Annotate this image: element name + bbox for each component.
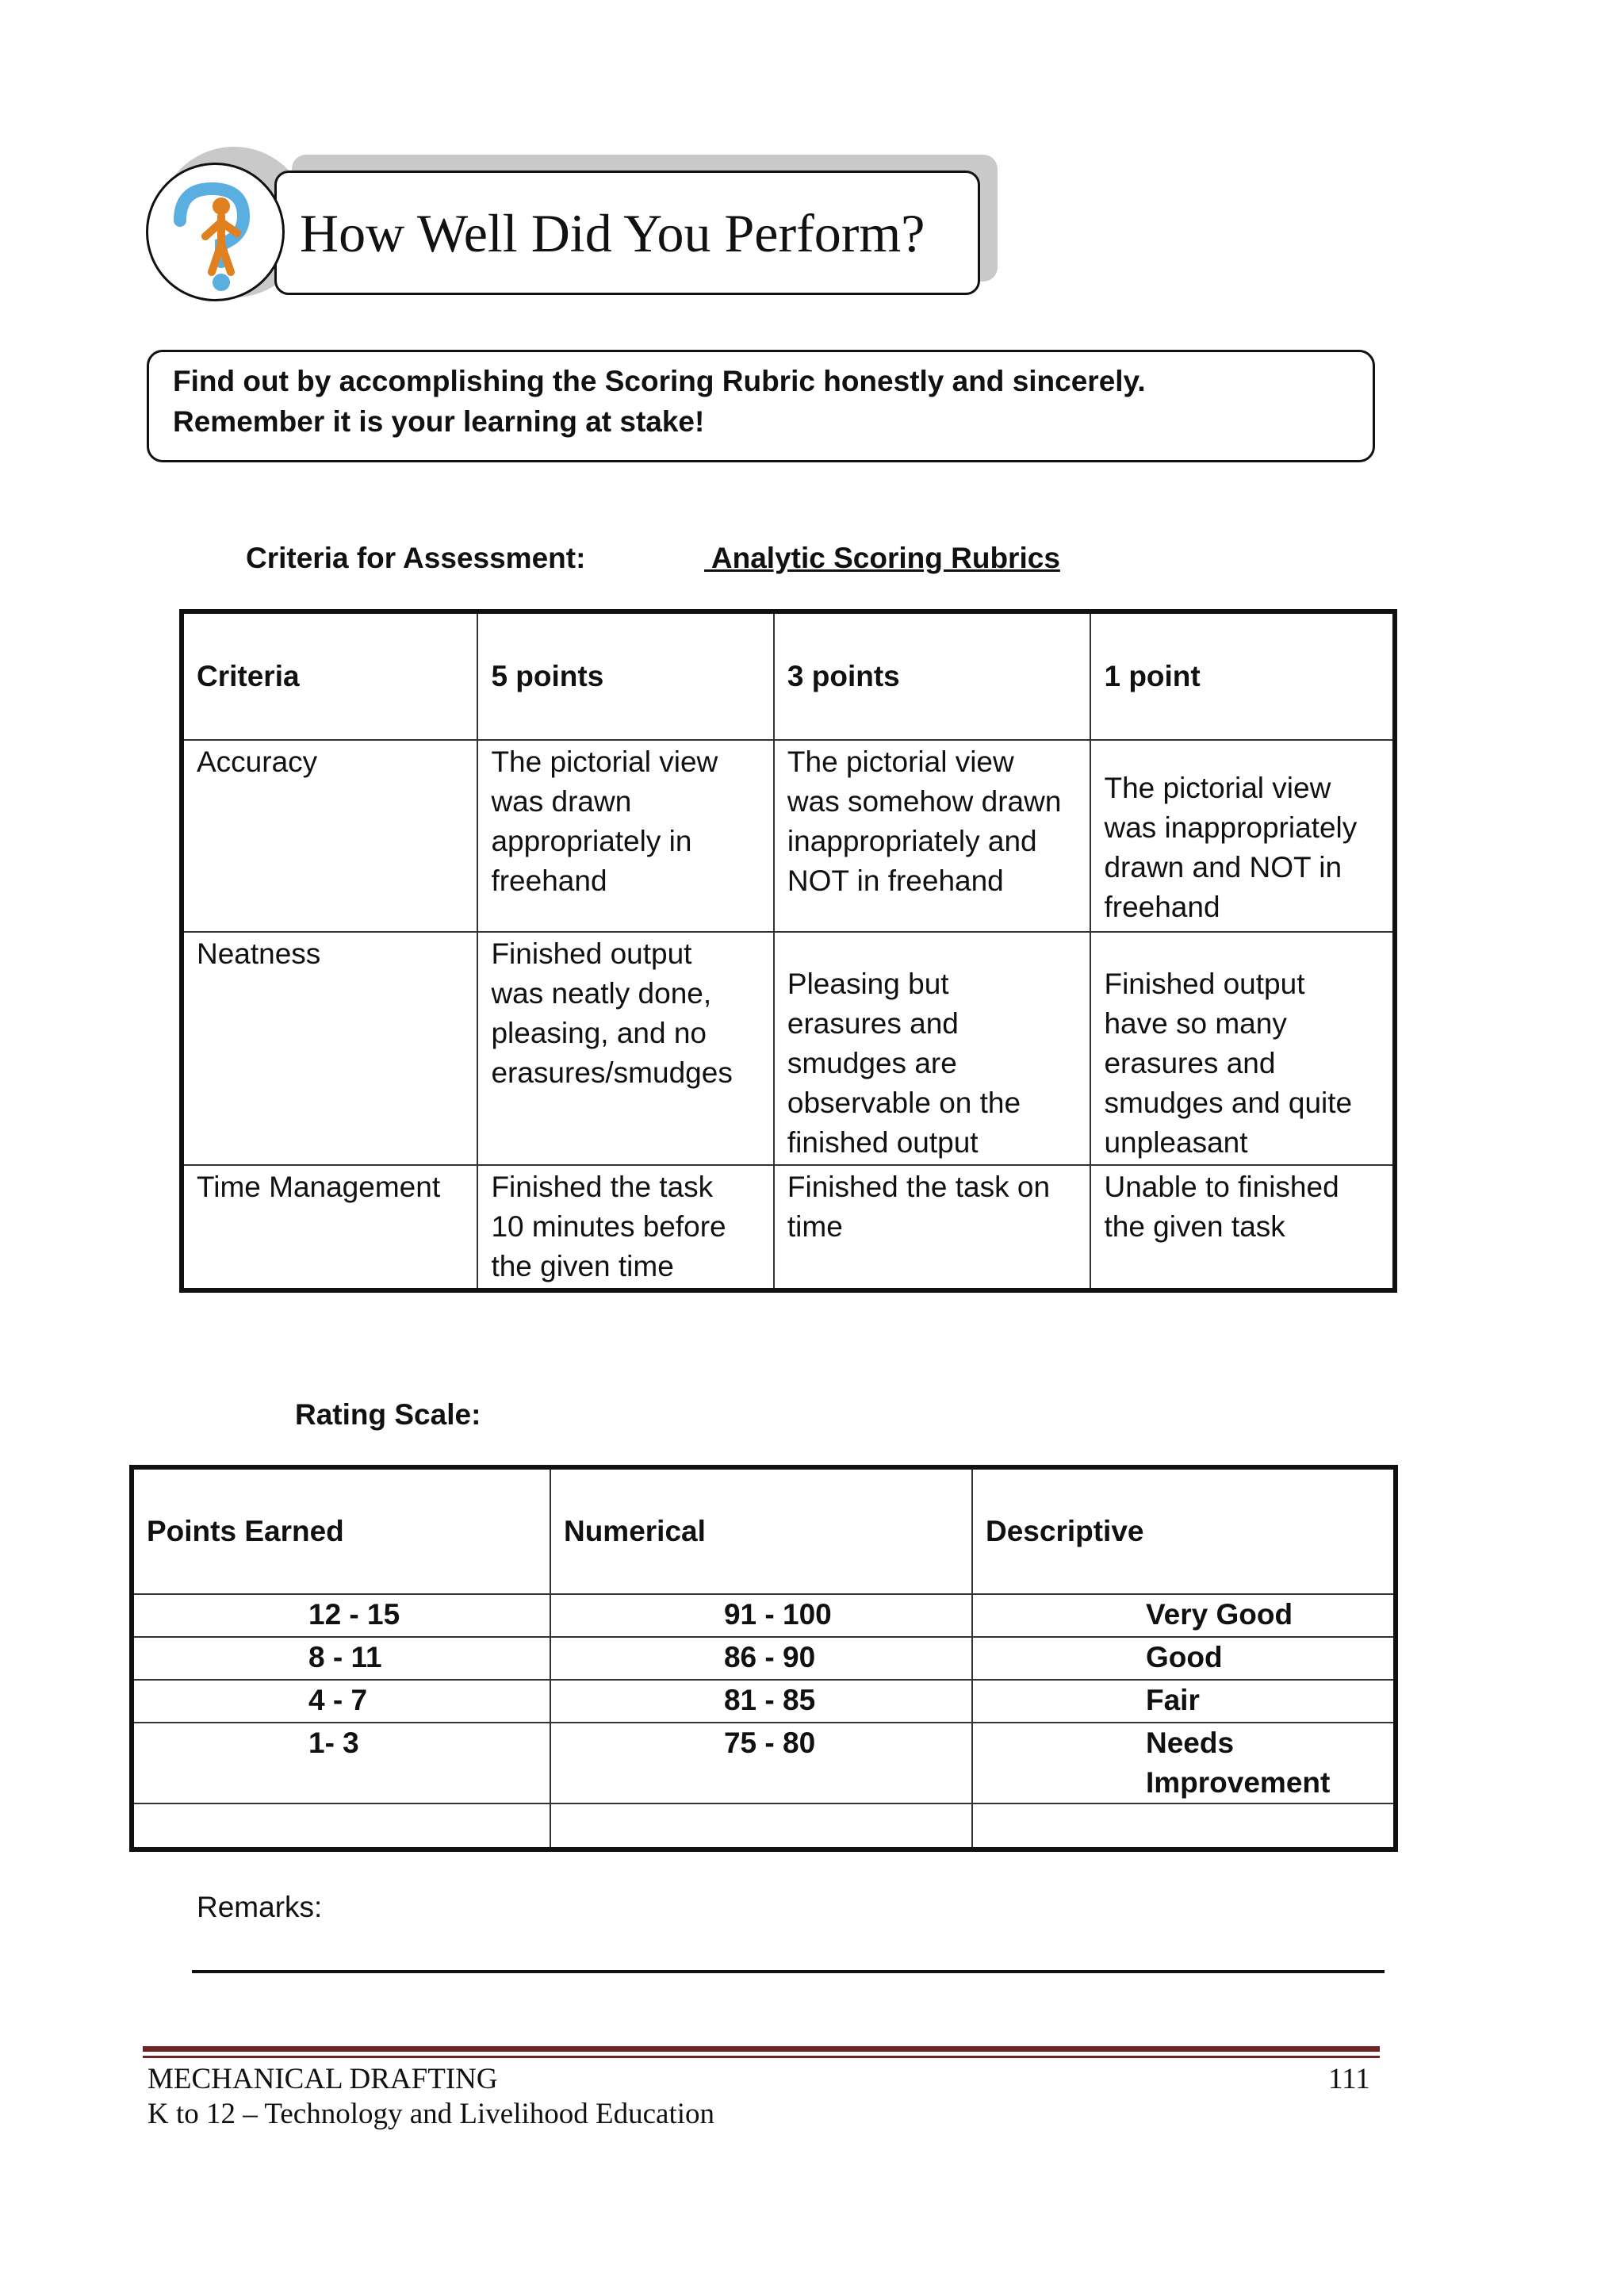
points-cell xyxy=(132,1723,550,1803)
criteria-cell: Time Management xyxy=(182,1165,477,1290)
empty-cell xyxy=(550,1803,972,1849)
numerical-value: 81 - 85 xyxy=(723,1684,816,1716)
criteria-cell: Neatness xyxy=(182,932,477,1165)
rubric-cell xyxy=(774,1165,1091,1290)
question-mark-figure-icon xyxy=(146,163,285,301)
cell-line: erasures and xyxy=(1104,1047,1276,1079)
cell-line: was somehow drawn xyxy=(787,785,1062,818)
cell-line: erasures and xyxy=(787,1007,959,1040)
rubric-cell xyxy=(477,740,773,932)
column-header: Descriptive xyxy=(972,1467,1396,1594)
numerical-cell xyxy=(550,1680,972,1723)
points-value: 8 - 11 xyxy=(308,1641,382,1673)
rubric-cell xyxy=(774,932,1091,1165)
cell-line: Finished output xyxy=(491,937,692,970)
cell-line: freehand xyxy=(491,864,607,897)
points-value: 12 - 15 xyxy=(308,1598,400,1631)
column-header: 1 point xyxy=(1090,611,1395,740)
rubric-cell xyxy=(1090,932,1395,1165)
rubric-cell xyxy=(774,740,1091,932)
cell-line: was neatly done, xyxy=(491,977,712,1010)
table-row-empty xyxy=(132,1803,1396,1849)
cell-line: pleasing, and no xyxy=(491,1017,707,1049)
numerical-value: 75 - 80 xyxy=(723,1727,816,1759)
cell-line: Finished the task on xyxy=(787,1171,1051,1203)
descriptive-cell xyxy=(972,1723,1396,1803)
cell-line: the given task xyxy=(1104,1210,1285,1243)
cell-line: observable on the xyxy=(787,1087,1021,1119)
cell-line: freehand xyxy=(1104,891,1220,923)
criteria-cell: Accuracy xyxy=(182,740,477,932)
numerical-cell xyxy=(550,1637,972,1680)
rating-scale-table xyxy=(129,1465,1398,1852)
cell-line: smudges are xyxy=(787,1047,957,1079)
cell-line: time xyxy=(787,1210,843,1243)
cell-line: inappropriately and xyxy=(787,825,1037,857)
footer-divider-thin xyxy=(143,2056,1380,2058)
rubric-cell xyxy=(477,1165,773,1290)
table-row xyxy=(132,1680,1396,1723)
cell-line: appropriately in xyxy=(491,825,692,857)
cell-line: Unable to finished xyxy=(1104,1171,1339,1203)
column-header: Criteria xyxy=(182,611,477,740)
footer-subject: MECHANICAL DRAFTING xyxy=(147,2063,498,2095)
descriptive-value: Good xyxy=(1145,1641,1223,1673)
rubric-cell xyxy=(1090,1165,1395,1290)
column-header: Numerical xyxy=(550,1467,972,1594)
points-value: 4 - 7 xyxy=(308,1684,368,1716)
cell-line: erasures/smudges xyxy=(491,1056,733,1089)
cell-line: have so many xyxy=(1104,1007,1287,1040)
page-title: How Well Did You Perform? xyxy=(300,203,925,263)
criteria-label: Criteria for Assessment: xyxy=(246,542,586,574)
cell-line: was inappropriately xyxy=(1104,811,1358,844)
cell-line: the given time xyxy=(491,1250,674,1282)
table-row xyxy=(182,1165,1395,1290)
descriptive-cell xyxy=(972,1637,1396,1680)
descriptive-value: Improvement xyxy=(1145,1766,1331,1799)
points-cell xyxy=(132,1680,550,1723)
empty-cell xyxy=(972,1803,1396,1849)
table-row xyxy=(132,1723,1396,1803)
column-header: 5 points xyxy=(477,611,773,740)
descriptive-value: Needs xyxy=(1145,1727,1235,1759)
rubric-cell xyxy=(477,932,773,1165)
rubric-cell xyxy=(1090,740,1395,932)
table-row xyxy=(132,1637,1396,1680)
rating-header-row xyxy=(132,1467,1396,1594)
numerical-cell xyxy=(550,1723,972,1803)
remarks-line xyxy=(192,1970,1385,1973)
cell-line: Finished output xyxy=(1104,968,1305,1000)
cell-line: unpleasant xyxy=(1104,1126,1248,1159)
table-row xyxy=(132,1594,1396,1637)
descriptive-cell xyxy=(972,1594,1396,1637)
table-row xyxy=(182,740,1395,932)
descriptive-value: Fair xyxy=(1145,1684,1200,1716)
cell-line: was drawn xyxy=(491,785,632,818)
numerical-value: 91 - 100 xyxy=(723,1598,832,1631)
remarks-label: Remarks: xyxy=(197,1891,323,1923)
rubric-table xyxy=(179,609,1397,1293)
numerical-cell xyxy=(550,1594,972,1637)
cell-line: finished output xyxy=(787,1126,979,1159)
column-header: Points Earned xyxy=(132,1467,550,1594)
numerical-value: 86 - 90 xyxy=(723,1641,816,1673)
table-row xyxy=(182,932,1395,1165)
cell-line: The pictorial view xyxy=(491,746,718,778)
cell-line: Pleasing but xyxy=(787,968,949,1000)
instruction-line-2: Remember it is your learning at stake! xyxy=(173,405,705,438)
cell-line: smudges and quite xyxy=(1104,1087,1353,1119)
descriptive-value: Very Good xyxy=(1145,1598,1293,1631)
points-cell xyxy=(132,1594,550,1637)
instruction-line-1: Find out by accomplishing the Scoring Rubric honestly and sincerely. xyxy=(173,365,1146,397)
footer-divider xyxy=(143,2046,1380,2052)
rubric-title: Analytic Scoring Rubrics xyxy=(704,542,1060,574)
cell-line: drawn and NOT in xyxy=(1104,851,1342,884)
page-number: 111 xyxy=(1328,2063,1370,2095)
empty-cell xyxy=(132,1803,550,1849)
column-header: 3 points xyxy=(774,611,1091,740)
rubric-header-row xyxy=(182,611,1395,740)
cell-line: NOT in freehand xyxy=(787,864,1004,897)
cell-line: The pictorial view xyxy=(1104,772,1331,804)
rating-scale-label: Rating Scale: xyxy=(295,1398,481,1431)
cell-line: The pictorial view xyxy=(787,746,1014,778)
points-value: 1- 3 xyxy=(308,1727,359,1759)
descriptive-cell xyxy=(972,1680,1396,1723)
cell-line: Finished the task xyxy=(491,1171,714,1203)
cell-line: 10 minutes before xyxy=(491,1210,726,1243)
footer-course: K to 12 – Technology and Livelihood Education xyxy=(147,2098,715,2130)
points-cell xyxy=(132,1637,550,1680)
